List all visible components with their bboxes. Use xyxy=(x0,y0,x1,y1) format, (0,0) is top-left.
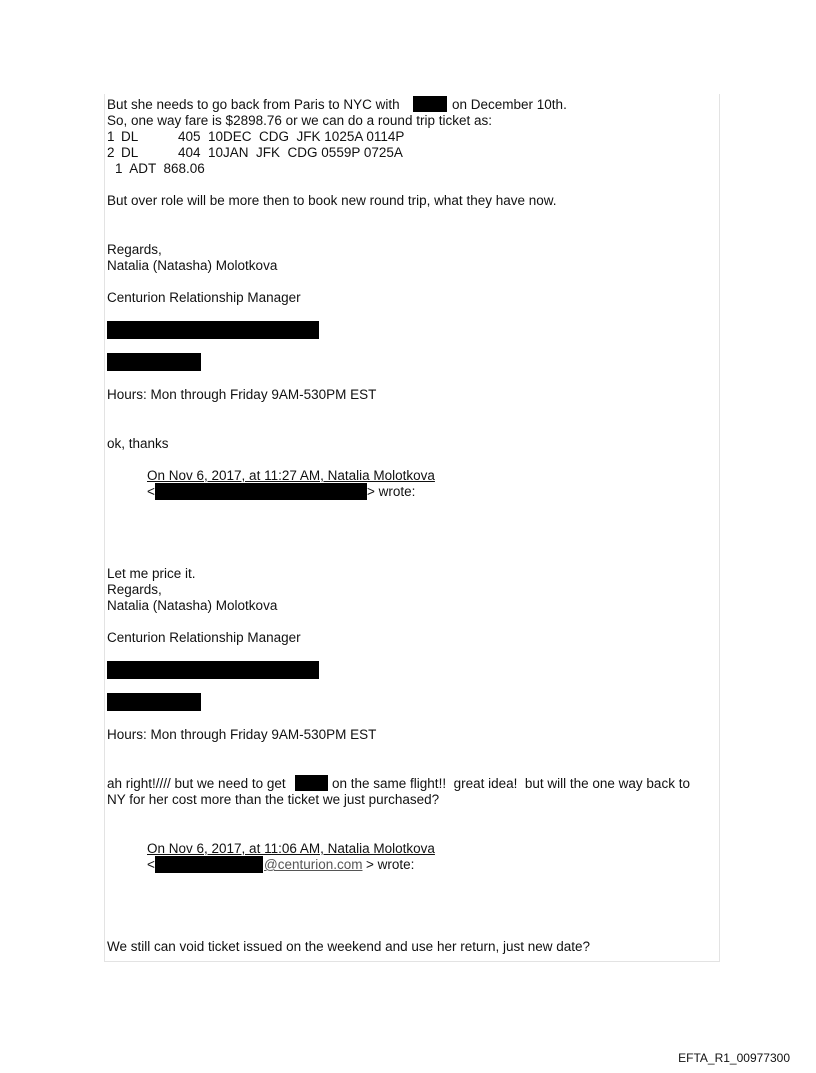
email1-sender-title: Centurion Relationship Manager xyxy=(107,290,301,305)
email2-regards: Regards, xyxy=(107,582,162,597)
reply2-line1-start: ah right!//// but we need to get xyxy=(107,776,286,791)
redaction-block xyxy=(295,775,328,791)
itinerary-2-num: 2 xyxy=(107,145,115,160)
document-id: EFTA_R1_00977300 xyxy=(678,1051,790,1065)
email3-line1: We still can void ticket issued on the weekend and use her return, just new date? xyxy=(107,939,591,954)
itinerary-1-carrier: DL xyxy=(121,129,139,144)
email2-hours: Hours: Mon through Friday 9AM-530PM EST xyxy=(107,727,377,742)
redaction-block xyxy=(107,693,201,711)
reply2-quote-open: < xyxy=(147,857,155,872)
email2-sender-title: Centurion Relationship Manager xyxy=(107,630,301,645)
reply2-quote-header: On Nov 6, 2017, at 11:06 AM, Natalia Molotkova xyxy=(147,841,435,856)
reply1-text: ok, thanks xyxy=(107,436,169,451)
email1-line1-end: on December 10th. xyxy=(452,97,567,112)
redaction-block xyxy=(155,483,367,500)
redaction-block xyxy=(107,661,319,679)
reply2-line2: NY for her cost more than the ticket we just purchased? xyxy=(107,792,440,807)
email1-line1-start: But she needs to go back from Paris to NYC with xyxy=(107,97,400,112)
reply1-quote-header: On Nov 6, 2017, at 11:27 AM, Natalia Molotkova xyxy=(147,468,435,483)
email1-fare-line: So, one way fare is $2898.76 or we can do a round trip ticket as: xyxy=(107,113,492,128)
reply1-quote-open: < xyxy=(147,484,155,499)
email2-sender-name: Natalia (Natasha) Molotkova xyxy=(107,598,278,613)
itinerary-1-num: 1 xyxy=(107,129,115,144)
email-thread-frame xyxy=(104,94,720,962)
redaction-block xyxy=(413,96,447,112)
reply2-line1-end: on the same flight!! great idea! but will the one way back to xyxy=(332,776,690,791)
email1-note: But over role will be more then to book new round trip, what they have now. xyxy=(107,193,557,208)
email1-sender-name: Natalia (Natasha) Molotkova xyxy=(107,258,278,273)
itinerary-2-carrier: DL xyxy=(121,145,139,160)
email1-regards: Regards, xyxy=(107,242,162,257)
email1-hours: Hours: Mon through Friday 9AM-530PM EST xyxy=(107,387,377,402)
email2-line1: Let me price it. xyxy=(107,566,196,581)
redaction-block xyxy=(107,321,319,339)
reply1-quote-close: > wrote: xyxy=(367,484,416,499)
fare-total-line: 1 ADT 868.06 xyxy=(115,161,205,176)
redaction-block xyxy=(107,353,201,371)
itinerary-1-detail: 405 10DEC CDG JFK 1025A 0114P xyxy=(178,129,405,144)
email-domain-link[interactable]: @centurion.com xyxy=(264,857,363,872)
itinerary-2-detail: 404 10JAN JFK CDG 0559P 0725A xyxy=(178,145,403,160)
redaction-block xyxy=(155,856,263,873)
reply2-quote-close: > wrote: xyxy=(366,857,415,872)
